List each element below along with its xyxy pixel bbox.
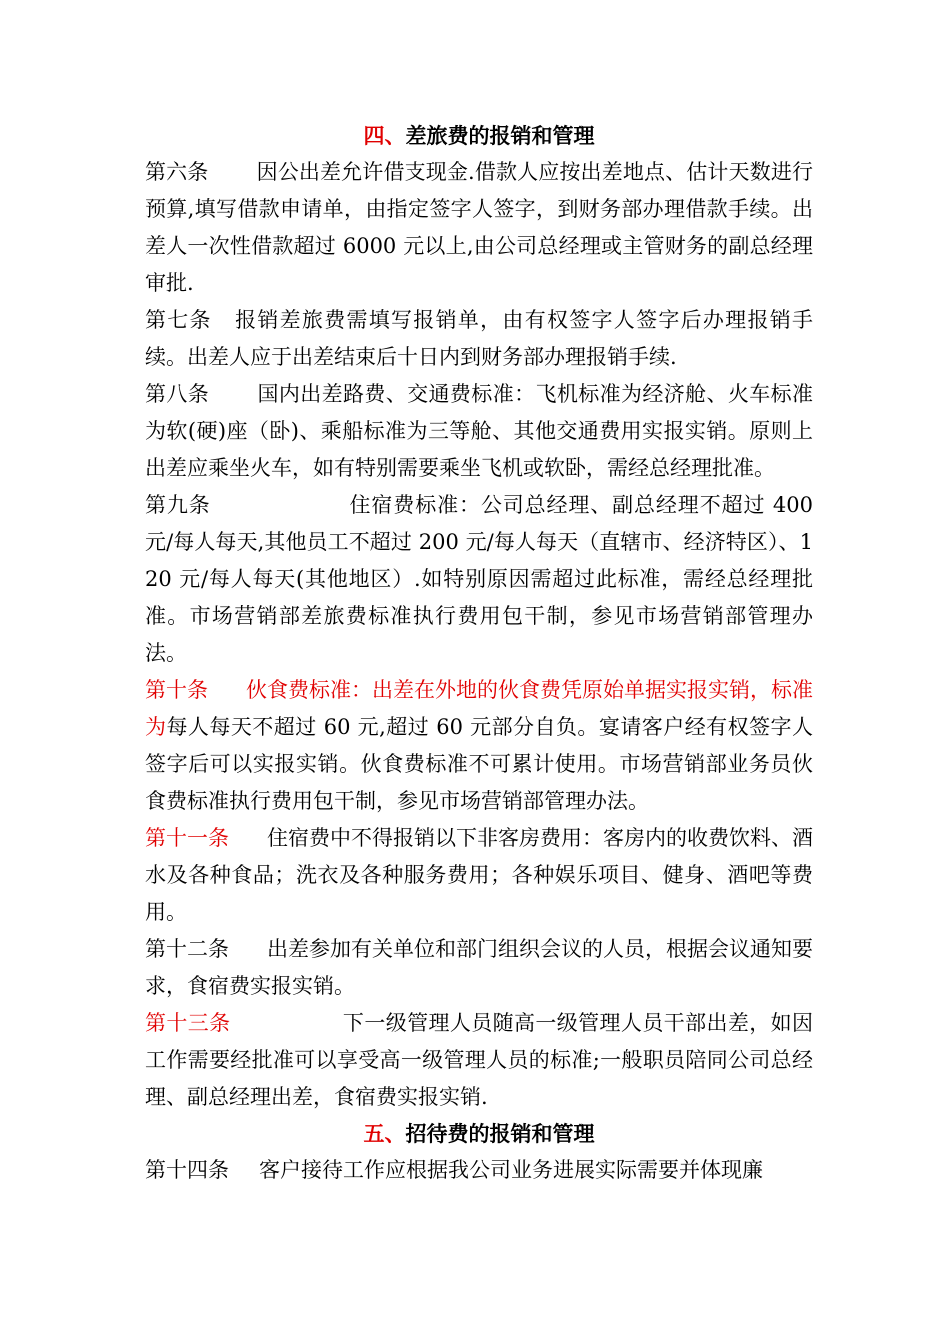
article-text: 报销差旅费需填写报销单，由有权签字人签字后办理报销手续。出差人应于出差结束后十日内到财务部办理报销手续. — [145, 308, 813, 369]
article-text: 住宿费标准：公司总经理、副总经理不超过 400 元/每人每天,其他员工不超过 200 元/每人每天（直辖市、经济特区）、120 元/每人每天(其他地区）.如特别原因需超过此标准，需经总经理批准。市场营销部差旅费标准执行费用包干制，参见市场营销部管理办法。 — [145, 493, 813, 665]
article-label: 第六条 — [145, 160, 209, 184]
section-heading-travel — [145, 118, 813, 154]
section-number: 五、 — [363, 1122, 406, 1146]
article-label: 第九条 — [145, 493, 211, 517]
article-text: 出差参加有关单位和部门组织会议的人员，根据会议通知要求，食宿费实报实销。 — [145, 937, 813, 998]
article-7 — [145, 302, 813, 376]
article-10 — [145, 672, 813, 820]
article-label: 第八条 — [145, 382, 210, 406]
article-label: 第十四条 — [145, 1158, 229, 1182]
article-label: 第十一条 — [145, 826, 229, 850]
article-14 — [145, 1152, 813, 1189]
article-6 — [145, 154, 813, 302]
section-number: 四、 — [363, 124, 406, 148]
article-label: 第十二条 — [145, 937, 229, 961]
article-9 — [145, 487, 813, 672]
article-8 — [145, 376, 813, 487]
article-text: 国内出差路费、交通费标准：飞机标准为经济舱、火车标准为软(硬)座（卧)、乘船标准为三等舱、其他交通费用实报实销。原则上出差应乘坐火车，如有特别需要乘坐飞机或软卧，需经总经理批准。 — [145, 382, 814, 480]
article-text: 每人每天不超过 60 元,超过 60 元部分自负。宴请客户经有权签字人签字后可以实报实销。伙食费标准不可累计使用。市场营销部业务员伙食费标准执行费用包干制，参见市场营销部管理办法。 — [145, 715, 814, 813]
section-heading-hospitality — [145, 1116, 813, 1152]
article-label: 第七条 — [145, 308, 212, 332]
article-text: 客户接待工作应根据我公司业务进展实际需要并体现廉 — [259, 1158, 763, 1182]
article-text: 因公出差允许借支现金.借款人应按出差地点、估计天数进行预算,填写借款申请单，由指定签字人签字，到财务部办理借款手续。出差人一次性借款超过 6000 元以上,由公司总经理或主管财务的副总经理审批. — [145, 160, 813, 295]
article-text: 住宿费中不得报销以下非客房费用：客房内的收费饮料、酒水及各种食品；洗衣及各种服务费用；各种娱乐项目、健身、酒吧等费用。 — [145, 826, 813, 924]
article-label: 第十条 — [145, 678, 208, 702]
section-title: 招待费的报销和管理 — [405, 1122, 595, 1146]
article-text: 下一级管理人员随高一级管理人员干部出差，如因工作需要经批准可以享受高一级管理人员的标准;一般职员陪同公司总经理、副总经理出差，食宿费实报实销. — [145, 1011, 814, 1109]
article-12 — [145, 931, 813, 1005]
document-page — [145, 118, 813, 1189]
section-title: 差旅费的报销和管理 — [405, 124, 595, 148]
article-text-highlight: 伙食费标准：出差在外地的伙食费凭原始单据实报实销，标准为 — [145, 678, 813, 739]
article-11 — [145, 820, 813, 931]
article-13 — [145, 1005, 813, 1116]
article-label: 第十三条 — [145, 1011, 231, 1035]
